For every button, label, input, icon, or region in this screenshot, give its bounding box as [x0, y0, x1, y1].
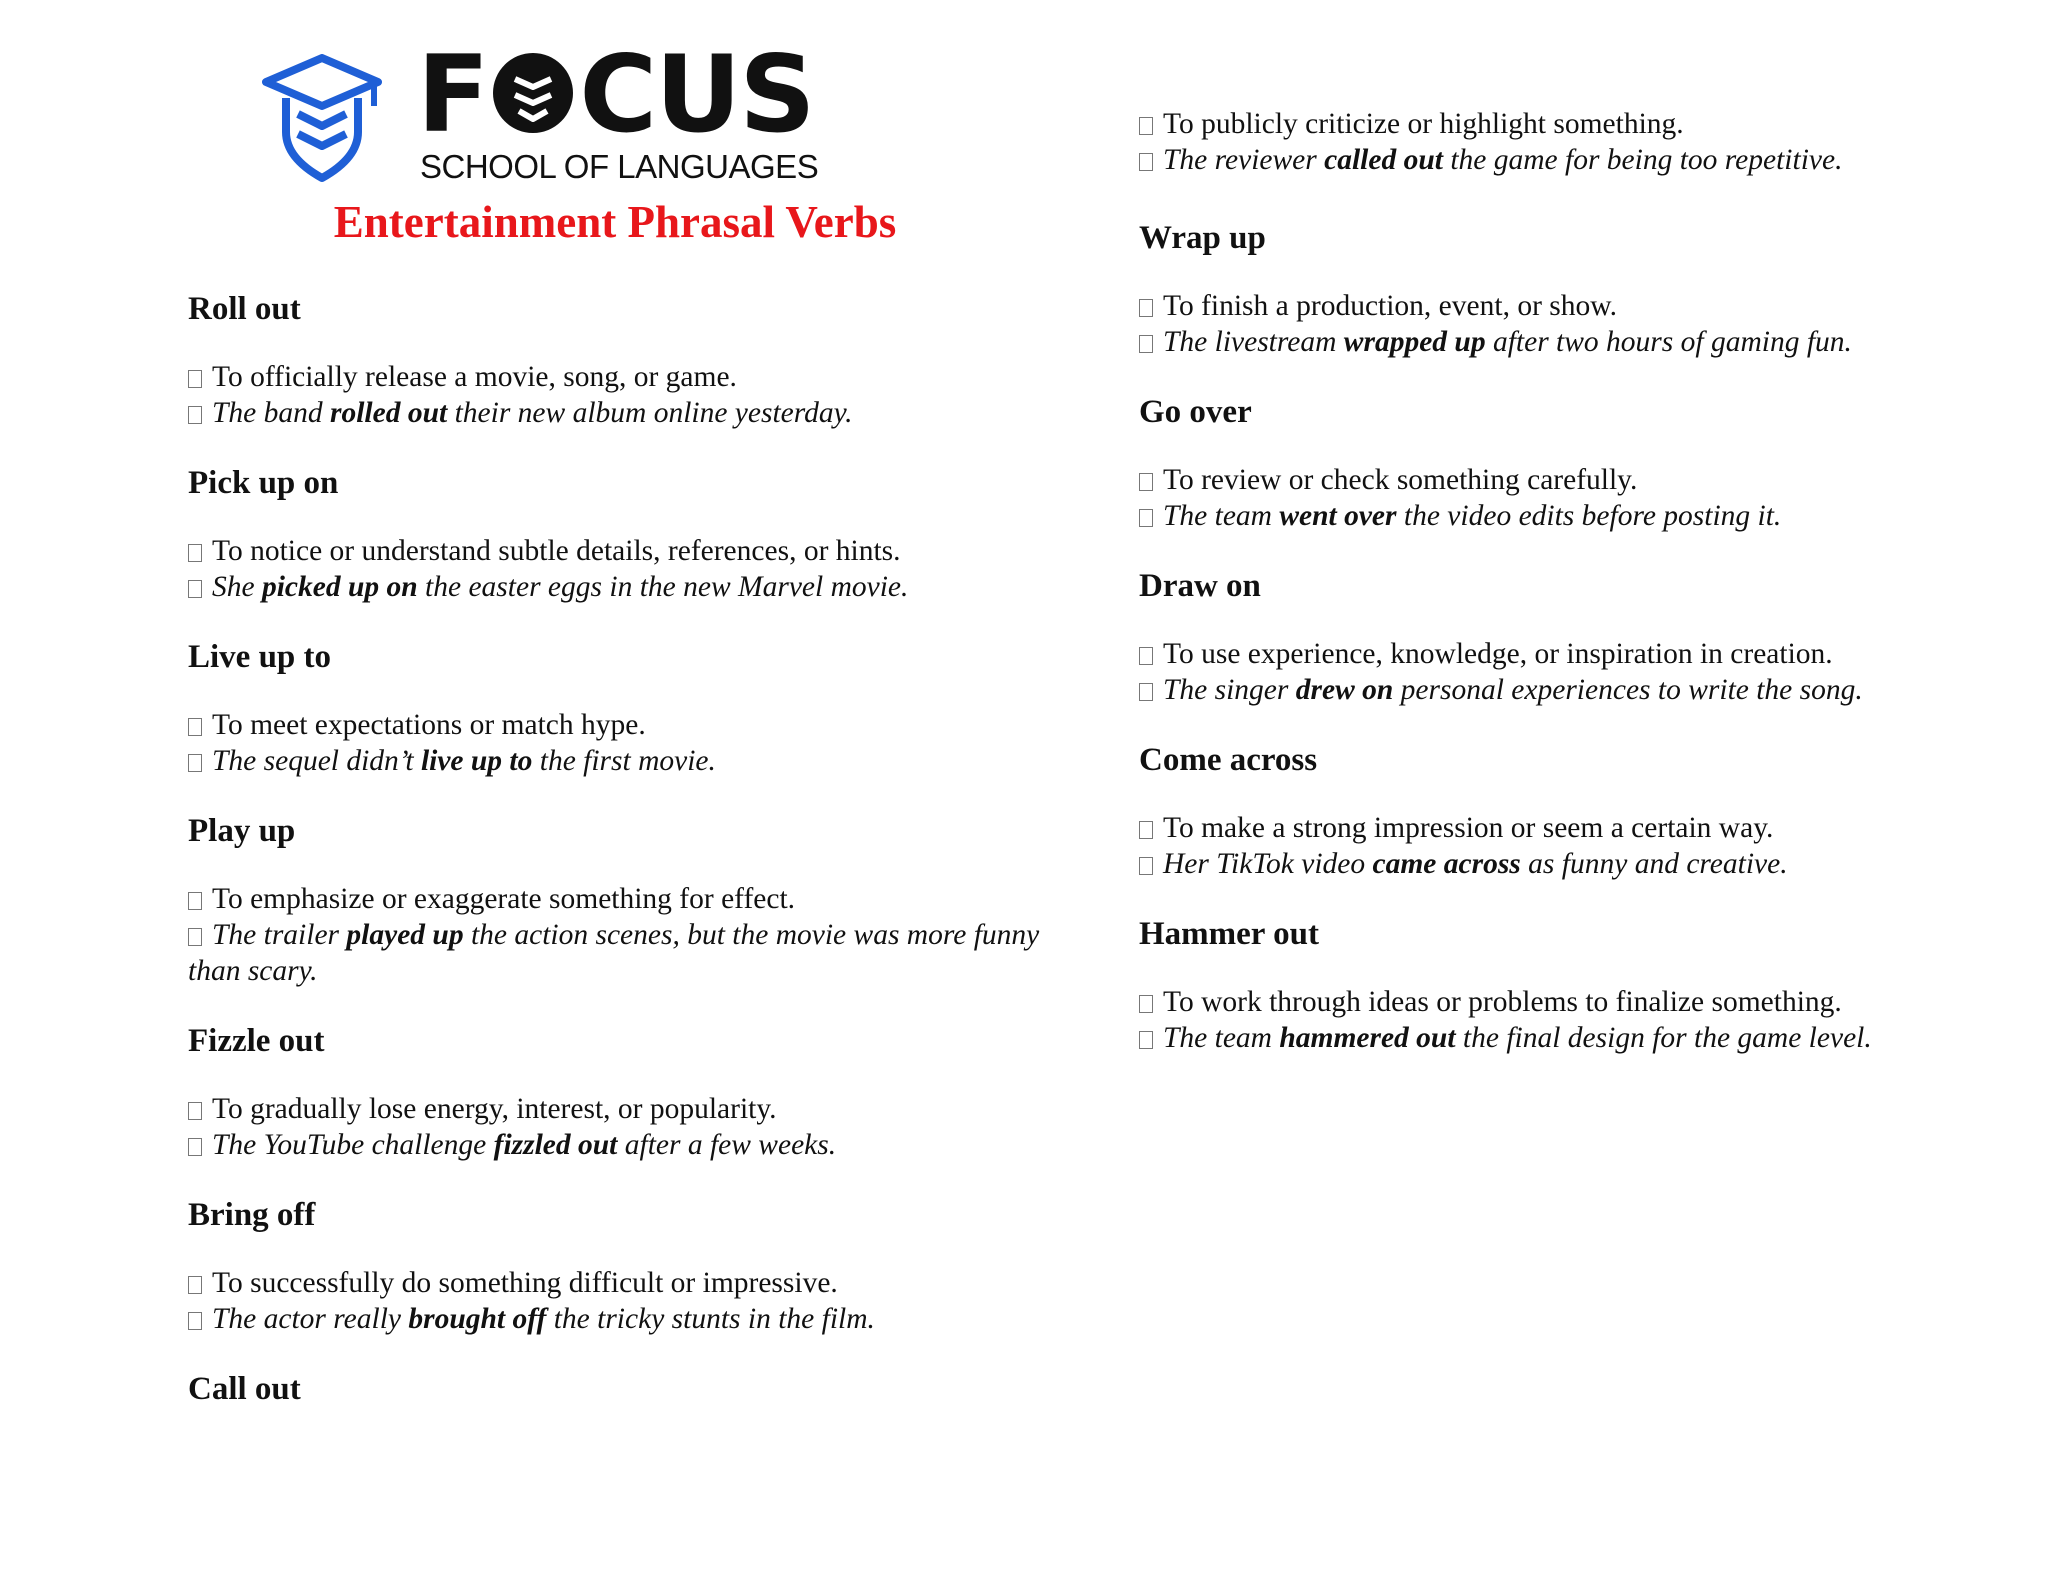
example-verb: drew on	[1295, 674, 1394, 706]
definition-text: To finish a production, event, or show.	[1163, 290, 1618, 322]
checkbox-icon	[1139, 153, 1153, 171]
definition-line	[1139, 462, 2019, 498]
definition-line	[188, 359, 1068, 395]
checkbox-icon	[188, 718, 202, 736]
example-verb: picked up on	[261, 571, 418, 603]
example-verb: live up to	[420, 745, 533, 777]
phrasal-verb-term: Hammer out	[1139, 916, 1319, 952]
definition-text: To emphasize or exaggerate something for effect.	[212, 883, 796, 915]
example-before: She	[212, 571, 262, 603]
example-before: The sequel didn’t	[212, 745, 421, 777]
definition-line	[188, 533, 1068, 569]
definition-line	[1139, 810, 2019, 846]
checkbox-icon	[1139, 821, 1153, 839]
entry-pick-up-on	[188, 461, 1068, 605]
checkbox-icon	[188, 1102, 202, 1120]
example-line	[188, 743, 1068, 779]
example-before: The actor really	[212, 1303, 409, 1335]
example-line	[1139, 1020, 2019, 1056]
entry-roll-out	[188, 287, 1068, 431]
example-verb: called out	[1324, 144, 1443, 176]
phrasal-verb-term: Wrap up	[1139, 220, 1266, 256]
phrasal-verb-term: Fizzle out	[188, 1023, 325, 1059]
example-after: as funny and creative.	[1520, 848, 1788, 880]
example-verb: came across	[1372, 848, 1521, 880]
graduation-cap-shield-icon	[262, 54, 382, 184]
example-line	[188, 917, 1048, 989]
example-verb: brought off	[408, 1303, 547, 1335]
example-after: the game for being too repetitive.	[1442, 144, 1843, 176]
checkbox-icon	[188, 580, 202, 598]
checkbox-icon	[1139, 335, 1153, 353]
entry-call-out	[188, 1367, 1068, 1411]
example-after: after a few weeks.	[617, 1129, 837, 1161]
definition-text: To work through ideas or problems to finalize something.	[1163, 986, 1842, 1018]
example-after: personal experiences to write the song.	[1393, 674, 1863, 706]
example-after: their new album online yesterday.	[447, 397, 853, 429]
example-before: Her TikTok video	[1163, 848, 1373, 880]
document-title: Entertainment Phrasal Verbs	[333, 197, 897, 247]
definition-text: To make a strong impression or seem a certain way.	[1163, 812, 1774, 844]
example-line	[188, 395, 1068, 431]
logo-subtitle: SCHOOL OF LANGUAGES	[420, 148, 819, 185]
example-line	[188, 1127, 1068, 1163]
definition-line	[188, 881, 1068, 917]
entry-draw-on	[1139, 564, 2019, 708]
checkbox-icon	[1139, 117, 1153, 135]
example-line	[1139, 142, 2019, 178]
example-line	[1139, 846, 2019, 882]
phrasal-verb-term: Come across	[1139, 742, 1318, 778]
checkbox-icon	[188, 406, 202, 424]
phrasal-verb-term: Play up	[188, 813, 296, 849]
example-line	[1139, 672, 2019, 708]
checkbox-icon	[188, 1276, 202, 1294]
checkbox-icon	[1139, 473, 1153, 491]
phrasal-verb-term: Bring off	[188, 1197, 316, 1233]
phrasal-verb-term: Call out	[188, 1371, 301, 1407]
entry-play-up	[188, 809, 1068, 989]
definition-text: To review or check something carefully.	[1163, 464, 1638, 496]
right-column	[1139, 106, 2019, 1086]
checkbox-icon	[1139, 509, 1153, 527]
brand-wordmark	[417, 33, 814, 156]
example-before: The team	[1163, 500, 1280, 532]
definition-line	[188, 707, 1068, 743]
definition-text: To use experience, knowledge, or inspiration in creation.	[1163, 638, 1833, 670]
entry-hammer-out	[1139, 912, 2019, 1056]
checkbox-icon	[1139, 857, 1153, 875]
checkbox-icon	[188, 544, 202, 562]
example-before: The reviewer	[1163, 144, 1325, 176]
phrasal-verb-term: Live up to	[188, 639, 332, 675]
example-before: The band	[212, 397, 330, 429]
example-after: after two hours of gaming fun.	[1485, 326, 1852, 358]
definition-line	[1139, 984, 2019, 1020]
checkbox-icon	[1139, 647, 1153, 665]
school-logo	[262, 33, 822, 185]
example-verb: wrapped up	[1343, 326, 1486, 358]
brand-prefix: F	[417, 33, 488, 156]
checkbox-icon	[188, 1138, 202, 1156]
brand-o-emblem-icon	[489, 48, 577, 136]
example-verb: went over	[1279, 500, 1397, 532]
brand-suffix: CUS	[579, 33, 814, 156]
example-after: the final design for the game level.	[1455, 1022, 1872, 1054]
entry-call-out-continuation	[1139, 106, 2019, 178]
example-line	[1139, 498, 2019, 534]
entry-live-up-to	[188, 635, 1068, 779]
definition-line	[188, 1265, 1068, 1301]
checkbox-icon	[188, 370, 202, 388]
checkbox-icon	[188, 1312, 202, 1330]
entry-fizzle-out	[188, 1019, 1068, 1163]
example-before: The singer	[1163, 674, 1296, 706]
checkbox-icon	[1139, 1031, 1153, 1049]
example-line	[188, 1301, 1068, 1337]
definition-line	[1139, 106, 2019, 142]
example-after: the action scenes, but the movie was more funny than scary.	[188, 919, 1040, 987]
example-verb: fizzled out	[493, 1129, 618, 1161]
example-verb: rolled out	[330, 397, 448, 429]
entry-come-across	[1139, 738, 2019, 882]
checkbox-icon	[188, 892, 202, 910]
checkbox-icon	[188, 928, 202, 946]
example-line	[1139, 324, 2019, 360]
example-before: The YouTube challenge	[212, 1129, 494, 1161]
example-after: the easter eggs in the new Marvel movie.	[417, 571, 909, 603]
checkbox-icon	[1139, 683, 1153, 701]
example-after: the tricky stunts in the film.	[546, 1303, 875, 1335]
example-line	[188, 569, 1068, 605]
left-column	[188, 287, 1068, 1441]
example-before: The team	[1163, 1022, 1280, 1054]
phrasal-verb-term: Go over	[1139, 394, 1252, 430]
example-after: the video edits before posting it.	[1396, 500, 1782, 532]
phrasal-verb-term: Draw on	[1139, 568, 1261, 604]
definition-text: To gradually lose energy, interest, or popularity.	[212, 1093, 777, 1125]
example-before: The livestream	[1163, 326, 1344, 358]
example-after: the first movie.	[532, 745, 716, 777]
example-before: The trailer	[212, 919, 347, 951]
definition-text: To notice or understand subtle details, references, or hints.	[212, 535, 901, 567]
definition-text: To officially release a movie, song, or game.	[212, 361, 737, 393]
definition-text: To successfully do something difficult or impressive.	[212, 1267, 838, 1299]
definition-text: To publicly criticize or highlight something.	[1163, 108, 1684, 140]
checkbox-icon	[188, 754, 202, 772]
example-verb: hammered out	[1279, 1022, 1456, 1054]
checkbox-icon	[1139, 299, 1153, 317]
entry-bring-off	[188, 1193, 1068, 1337]
definition-line	[188, 1091, 1068, 1127]
example-verb: played up	[346, 919, 464, 951]
definition-text: To meet expectations or match hype.	[212, 709, 646, 741]
entry-go-over	[1139, 390, 2019, 534]
definition-line	[1139, 636, 2019, 672]
definition-line	[1139, 288, 2019, 324]
entry-wrap-up	[1139, 216, 2019, 360]
checkbox-icon	[1139, 995, 1153, 1013]
phrasal-verb-term: Pick up on	[188, 465, 339, 501]
phrasal-verb-term: Roll out	[188, 291, 301, 327]
